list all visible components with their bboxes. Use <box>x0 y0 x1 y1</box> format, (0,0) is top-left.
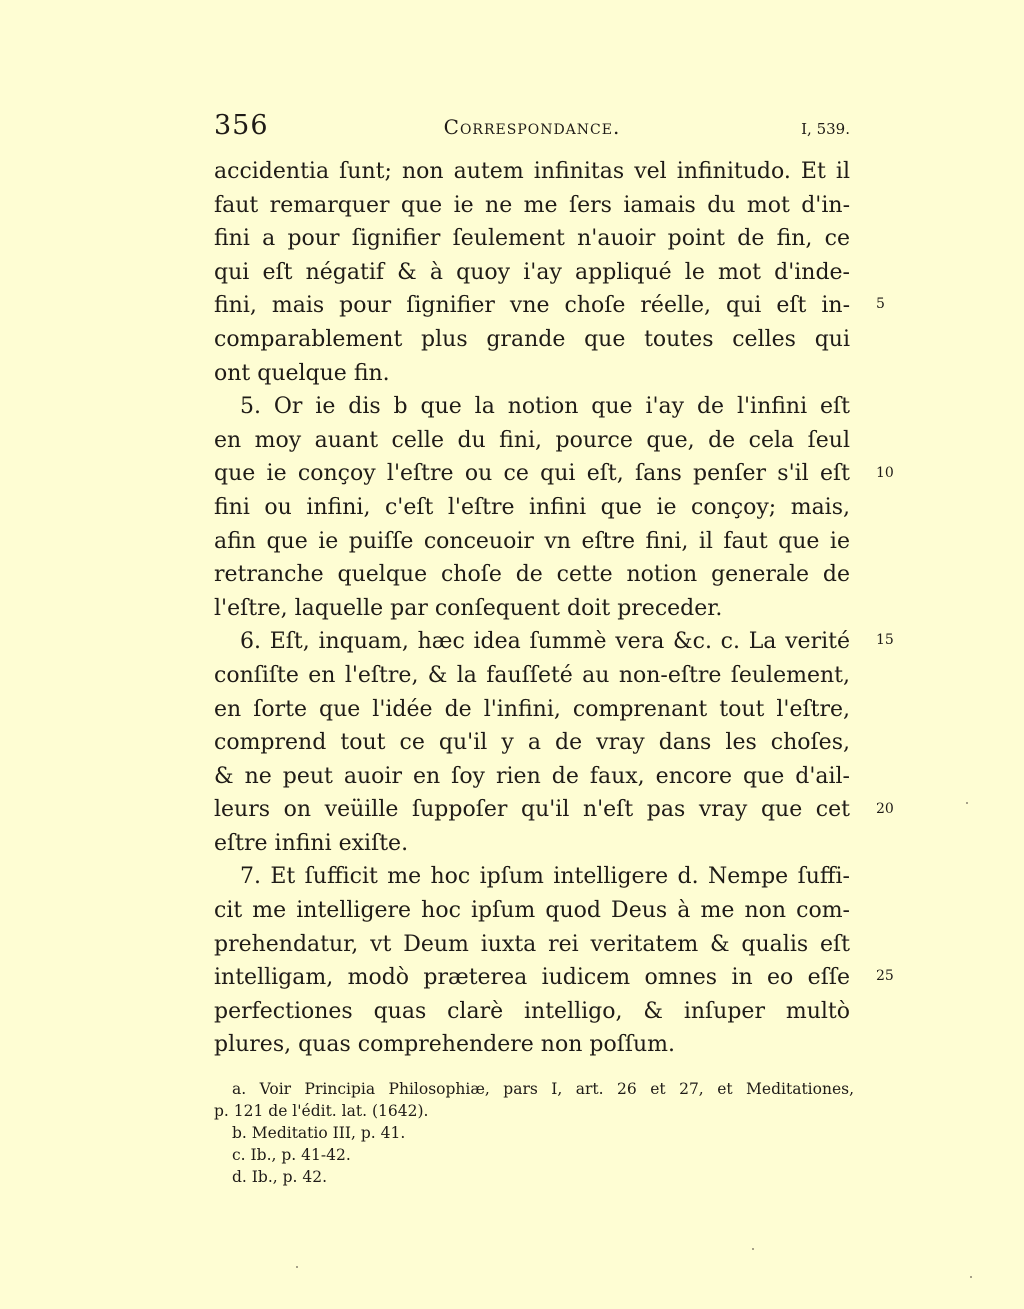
footnote: c. Ib., p. 41-42. <box>232 1146 351 1164</box>
text-line: fini ou infini, c'eſt l'eſtre infini que ie conçoy; mais, <box>214 494 850 520</box>
page-number: 356 <box>214 110 269 141</box>
margin-line-number: 10 <box>876 465 894 481</box>
text-line: comprend tout ce qu'il y a de vray dans les choſes, <box>214 730 850 756</box>
footnote: p. 121 de l'édit. lat. (1642). <box>214 1102 429 1120</box>
text-line: plures, quas comprehendere non poſſum. <box>214 1032 676 1058</box>
text-line: 7. Et ſufficit me hoc ipſum intelligere d. Nempe ſuffi- <box>240 864 850 890</box>
text-line: eſtre infini exiſte. <box>214 830 409 856</box>
text-line: afin que ie puiſſe conceuoir vn eſtre fini, il faut que ie <box>214 528 850 554</box>
margin-line-number: 5 <box>876 296 885 312</box>
footnote: a. Voir Principia Philosophiæ, pars I, art. 26 et 27, et Meditationes, <box>232 1080 854 1098</box>
text-line: 6. Eſt, inquam, hæc idea ſummè vera &c. c. La verité <box>240 629 850 655</box>
text-line: perfectiones quas clarè intelligo, & inſuper multò <box>214 998 850 1024</box>
margin-line-number: 25 <box>876 968 894 984</box>
paper-speck <box>966 802 968 804</box>
paper-speck <box>296 1266 298 1268</box>
running-title: Correspondance. <box>443 115 621 139</box>
text-line: qui eſt négatif & à quoy i'ay appliqué le mot d'inde- <box>214 259 850 285</box>
text-line: fini, mais pour ſignifier vne choſe réelle, qui eſt in- <box>214 293 850 319</box>
footnotes <box>214 1078 854 1188</box>
text-line: ont quelque fin. <box>214 360 390 386</box>
footnote: b. Meditatio III, p. 41. <box>232 1124 406 1142</box>
text-line: retranche quelque choſe de cette notion generale de <box>214 562 850 588</box>
margin-line-number: 20 <box>876 801 894 817</box>
text-line: prehendatur, vt Deum iuxta rei veritatem & qualis eſt <box>214 931 850 957</box>
footnote: d. Ib., p. 42. <box>232 1168 328 1186</box>
paper-speck <box>752 1248 754 1250</box>
text-line: leurs on veüille ſuppoſer qu'il n'eſt pas vray que cet <box>214 797 850 823</box>
text-line: intelligam, modò præterea iudicem omnes in eo eſſe <box>214 965 850 991</box>
text-line: 5. Or ie dis b que la notion que i'ay de l'infini eſt <box>240 394 850 420</box>
text-line: accidentia ſunt; non autem infinitas vel infinitudo. Et il <box>214 159 850 184</box>
paper-speck <box>970 1276 972 1278</box>
text-line: fini a pour ſignifier ſeulement n'auoir point de fin, ce <box>214 226 850 252</box>
text-line: & ne peut auoir en ſoy rien de faux, encore que d'ail- <box>214 763 850 789</box>
text-line: en ſorte que l'idée de l'infini, comprenant tout l'eſtre, <box>214 696 850 722</box>
body-text <box>214 155 850 1062</box>
text-line: l'eſtre, laquelle par conſequent doit preceder. <box>214 595 723 621</box>
margin-line-number: 15 <box>876 632 894 648</box>
text-line: comparablement plus grande que toutes celles qui <box>214 326 850 352</box>
text-line: que ie conçoy l'eſtre ou ce qui eſt, ſans penſer s'il eſt <box>214 461 850 487</box>
text-line: en moy auant celle du fini, pource que, de cela ſeul <box>214 427 850 453</box>
text-line: cit me intelligere hoc ipſum quod Deus à me non com- <box>214 898 850 924</box>
text-line: faut remarquer que ie ne me ſers iamais du mot d'in- <box>214 192 850 218</box>
page-reference: I, 539. <box>801 120 850 138</box>
page-header <box>214 110 850 144</box>
text-line: conſiſte en l'eſtre, & la fauſſeté au non-eſtre ſeulement, <box>214 662 850 688</box>
